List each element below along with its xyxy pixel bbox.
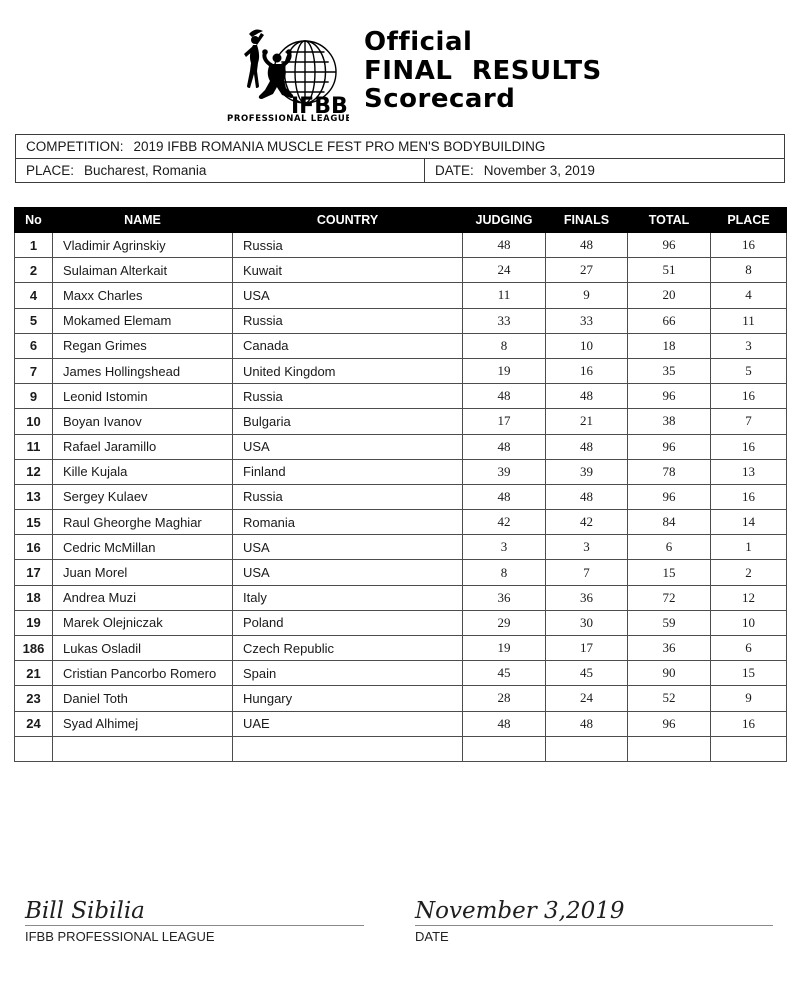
table-row [15, 560, 787, 585]
cell-place: 2 [711, 560, 787, 585]
column-header-judging: JUDGING [463, 208, 546, 233]
cell-finals: 48 [546, 434, 628, 459]
title-line-scorecard: Scorecard [364, 84, 516, 114]
cell-judging: 48 [463, 384, 546, 409]
cell-name: Cristian Pancorbo Romero [53, 661, 233, 686]
cell-place: 3 [711, 333, 787, 358]
cell-country: United Kingdom [233, 358, 463, 383]
cell-place: 16 [711, 484, 787, 509]
cell-name: James Hollingshead [53, 358, 233, 383]
cell-place: 13 [711, 459, 787, 484]
place-date-row [16, 159, 784, 182]
place-cell [16, 159, 424, 182]
cell-judging [463, 736, 546, 761]
date-value: November 3, 2019 [483, 163, 595, 178]
cell-no: 9 [15, 384, 53, 409]
cell-no: 7 [15, 358, 53, 383]
cell-judging: 19 [463, 636, 546, 661]
cell-total: 78 [628, 459, 711, 484]
cell-country: Romania [233, 510, 463, 535]
cell-place: 7 [711, 409, 787, 434]
cell-judging: 3 [463, 535, 546, 560]
cell-place: 5 [711, 358, 787, 383]
cell-country: USA [233, 535, 463, 560]
cell-name: Boyan Ivanov [53, 409, 233, 434]
column-header-place: PLACE [711, 208, 787, 233]
table-row [15, 384, 787, 409]
cell-place: 14 [711, 510, 787, 535]
cell-name: Kille Kujala [53, 459, 233, 484]
cell-finals: 48 [546, 233, 628, 258]
cell-country: UAE [233, 711, 463, 736]
cell-judging: 28 [463, 686, 546, 711]
table-row [15, 711, 787, 736]
cell-name: Syad Alhimej [53, 711, 233, 736]
cell-total: 96 [628, 484, 711, 509]
cell-finals: 39 [546, 459, 628, 484]
cell-country: Russia [233, 233, 463, 258]
cell-total: 96 [628, 384, 711, 409]
cell-total: 84 [628, 510, 711, 535]
cell-place: 12 [711, 585, 787, 610]
cell-total: 90 [628, 661, 711, 686]
cell-total: 20 [628, 283, 711, 308]
cell-finals: 45 [546, 661, 628, 686]
cell-total: 51 [628, 258, 711, 283]
cell-finals: 7 [546, 560, 628, 585]
column-header-finals: FINALS [546, 208, 628, 233]
title-line-official: Official [364, 27, 473, 57]
cell-name: Lukas Osladil [53, 636, 233, 661]
cell-finals: 16 [546, 358, 628, 383]
cell-judging: 48 [463, 711, 546, 736]
cell-place: 1 [711, 535, 787, 560]
table-row [15, 686, 787, 711]
document-title [364, 28, 602, 114]
cell-country: Finland [233, 459, 463, 484]
table-row [15, 258, 787, 283]
cell-no: 13 [15, 484, 53, 509]
cell-name: Juan Morel [53, 560, 233, 585]
cell-place: 16 [711, 384, 787, 409]
cell-name: Cedric McMillan [53, 535, 233, 560]
place-label: PLACE: [26, 163, 75, 178]
results-table [14, 207, 787, 762]
cell-name: Regan Grimes [53, 333, 233, 358]
date-signature-label: DATE [415, 929, 449, 944]
signature-line [25, 892, 364, 926]
cell-finals: 3 [546, 535, 628, 560]
table-row [15, 484, 787, 509]
cell-name [53, 736, 233, 761]
cell-name: Andrea Muzi [53, 585, 233, 610]
table-row [15, 308, 787, 333]
table-row [15, 585, 787, 610]
cell-total [628, 736, 711, 761]
cell-judging: 29 [463, 610, 546, 635]
cell-no: 2 [15, 258, 53, 283]
table-row [15, 459, 787, 484]
cell-judging: 19 [463, 358, 546, 383]
table-row [15, 233, 787, 258]
results-table-header-row [15, 208, 787, 233]
cell-place: 8 [711, 258, 787, 283]
cell-judging: 48 [463, 434, 546, 459]
cell-finals [546, 736, 628, 761]
cell-no: 4 [15, 283, 53, 308]
signature-label: IFBB PROFESSIONAL LEAGUE [25, 929, 215, 944]
cell-place: 11 [711, 308, 787, 333]
cell-finals: 42 [546, 510, 628, 535]
cell-country: Canada [233, 333, 463, 358]
table-row [15, 358, 787, 383]
table-row [15, 535, 787, 560]
cell-country: Hungary [233, 686, 463, 711]
table-row [15, 333, 787, 358]
cell-country: Czech Republic [233, 636, 463, 661]
column-header-no: No [15, 208, 53, 233]
place-value: Bucharest, Romania [84, 163, 207, 178]
logo-subtitle-text: PROFESSIONAL LEAGUE [227, 114, 349, 122]
cell-judging: 45 [463, 661, 546, 686]
cell-place: 4 [711, 283, 787, 308]
cell-total: 15 [628, 560, 711, 585]
ifbb-globe-figures-icon [225, 26, 349, 122]
cell-country: Poland [233, 610, 463, 635]
cell-judging: 48 [463, 233, 546, 258]
cell-finals: 21 [546, 409, 628, 434]
cell-name: Rafael Jaramillo [53, 434, 233, 459]
cell-no: 186 [15, 636, 53, 661]
cell-finals: 48 [546, 711, 628, 736]
cell-country: Italy [233, 585, 463, 610]
cell-country: USA [233, 560, 463, 585]
table-row [15, 636, 787, 661]
table-row [15, 736, 787, 761]
date-signature-block [415, 892, 773, 944]
cell-total: 52 [628, 686, 711, 711]
cell-finals: 36 [546, 585, 628, 610]
cell-judging: 8 [463, 560, 546, 585]
competition-label: COMPETITION: [26, 139, 124, 154]
results-table-body [15, 233, 787, 762]
cell-no: 6 [15, 333, 53, 358]
cell-finals: 33 [546, 308, 628, 333]
cell-finals: 9 [546, 283, 628, 308]
cell-no: 16 [15, 535, 53, 560]
date-label: DATE: [435, 163, 474, 178]
cell-place: 16 [711, 711, 787, 736]
cell-name: Raul Gheorghe Maghiar [53, 510, 233, 535]
logo-ifbb-text: IFBB [291, 94, 348, 119]
cell-place [711, 736, 787, 761]
cell-judging: 33 [463, 308, 546, 333]
cell-total: 38 [628, 409, 711, 434]
cell-finals: 48 [546, 384, 628, 409]
cell-total: 35 [628, 358, 711, 383]
date-cell [424, 159, 784, 182]
brand-header [225, 26, 602, 122]
cell-total: 72 [628, 585, 711, 610]
cell-judging: 24 [463, 258, 546, 283]
cell-country: Bulgaria [233, 409, 463, 434]
cell-judging: 8 [463, 333, 546, 358]
official-signature-block [25, 892, 364, 944]
cell-judging: 48 [463, 484, 546, 509]
cell-judging: 11 [463, 283, 546, 308]
cell-place: 16 [711, 434, 787, 459]
column-header-name: NAME [53, 208, 233, 233]
cell-no: 23 [15, 686, 53, 711]
cell-finals: 24 [546, 686, 628, 711]
cell-judging: 39 [463, 459, 546, 484]
cell-total: 18 [628, 333, 711, 358]
cell-no: 18 [15, 585, 53, 610]
cell-no: 17 [15, 560, 53, 585]
cell-total: 96 [628, 434, 711, 459]
cell-finals: 17 [546, 636, 628, 661]
cell-no: 1 [15, 233, 53, 258]
competition-row [16, 135, 784, 159]
cell-country: USA [233, 283, 463, 308]
cell-country: Russia [233, 484, 463, 509]
column-header-total: TOTAL [628, 208, 711, 233]
cell-judging: 36 [463, 585, 546, 610]
cell-place: 16 [711, 233, 787, 258]
cell-name: Daniel Toth [53, 686, 233, 711]
cell-total: 66 [628, 308, 711, 333]
cell-name: Sergey Kulaev [53, 484, 233, 509]
cell-name: Sulaiman Alterkait [53, 258, 233, 283]
cell-total: 96 [628, 233, 711, 258]
table-row [15, 409, 787, 434]
cell-country: Russia [233, 384, 463, 409]
cell-country: Spain [233, 661, 463, 686]
date-line [415, 892, 773, 926]
cell-total: 6 [628, 535, 711, 560]
cell-no: 12 [15, 459, 53, 484]
cell-place: 10 [711, 610, 787, 635]
cell-no: 10 [15, 409, 53, 434]
cell-place: 9 [711, 686, 787, 711]
cell-judging: 42 [463, 510, 546, 535]
competition-value: 2019 IFBB ROMANIA MUSCLE FEST PRO MEN'S BODYBUILDING [133, 139, 546, 154]
table-row [15, 510, 787, 535]
cell-total: 59 [628, 610, 711, 635]
table-row [15, 661, 787, 686]
cell-no: 15 [15, 510, 53, 535]
cell-total: 36 [628, 636, 711, 661]
table-row [15, 283, 787, 308]
cell-country: Russia [233, 308, 463, 333]
cell-name: Maxx Charles [53, 283, 233, 308]
cell-total: 96 [628, 711, 711, 736]
cell-name: Mokamed Elemam [53, 308, 233, 333]
competition-info-box [15, 134, 785, 183]
cell-place: 15 [711, 661, 787, 686]
cell-no: 19 [15, 610, 53, 635]
cell-no: 21 [15, 661, 53, 686]
cell-no: 11 [15, 434, 53, 459]
title-line-final-results: FINAL RESULTS [364, 55, 602, 86]
cell-country [233, 736, 463, 761]
cell-name: Marek Olejniczak [53, 610, 233, 635]
date-signature: November 3,2019 [415, 898, 625, 924]
cell-finals: 27 [546, 258, 628, 283]
cell-country: Kuwait [233, 258, 463, 283]
ifbb-logo [225, 26, 349, 122]
cell-finals: 48 [546, 484, 628, 509]
cell-name: Vladimir Agrinskiy [53, 233, 233, 258]
column-header-country: COUNTRY [233, 208, 463, 233]
cell-no: 24 [15, 711, 53, 736]
cell-no: 5 [15, 308, 53, 333]
cell-place: 6 [711, 636, 787, 661]
table-row [15, 434, 787, 459]
cell-finals: 10 [546, 333, 628, 358]
official-signature: Bill Sibilia [25, 898, 145, 924]
cell-name: Leonid Istomin [53, 384, 233, 409]
cell-finals: 30 [546, 610, 628, 635]
cell-judging: 17 [463, 409, 546, 434]
cell-no [15, 736, 53, 761]
table-row [15, 610, 787, 635]
cell-country: USA [233, 434, 463, 459]
